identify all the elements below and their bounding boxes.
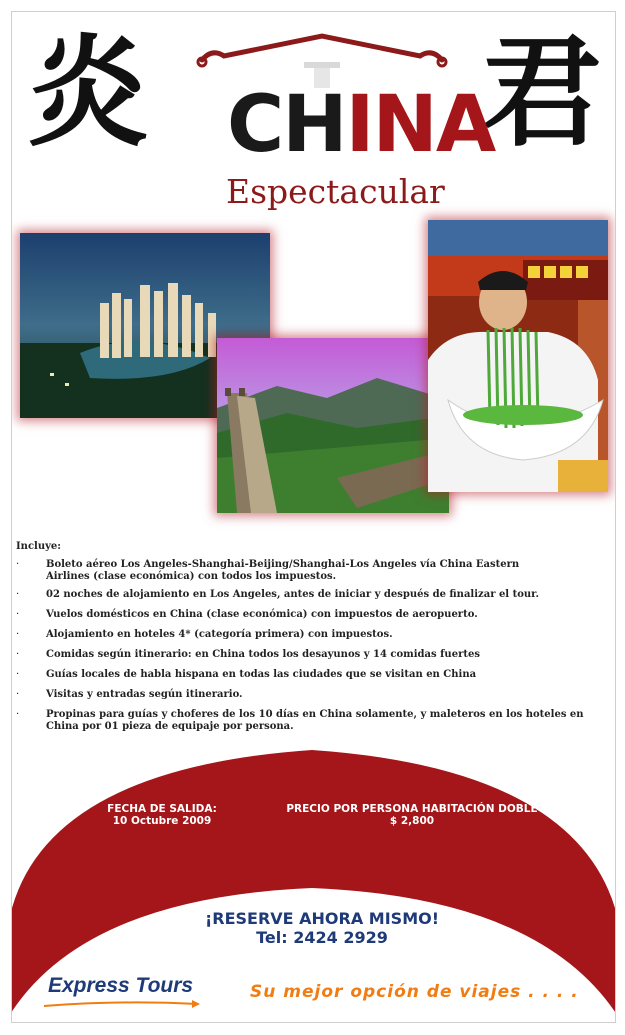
include-item-hotels: Alojamiento en hoteles 4* (categoría primera) con impuestos. (46, 629, 393, 640)
price-label: PRECIO POR PERSONA HABITACIÓN DOBLE (286, 803, 538, 815)
reserve-heading: ¡RESERVE AHORA MISMO! (204, 909, 440, 928)
title-china (227, 80, 494, 170)
chef-noodles-photo (428, 220, 608, 492)
phone-number: Tel: 2424 2929 (256, 928, 388, 947)
price-block (267, 803, 557, 827)
include-item-lodging-la: 02 noches de alojamiento en Los Angeles, antes de iniciar y después de finalizar el tour. (46, 589, 539, 600)
flyer: 炎 君 CHINA Espectacular Incluye: · Boleto aéreo Los Angeles-Shanghai-Beijing/Shanghai-Los Angeles vía China Eastern Airlines (clase económica) con todos los impuestos. · 02 noches de alojamiento en Los Angeles, antes de iniciar y después de finalizar el tour. · Vuelos domésticos en China (clase económica) con impuestos de aeropuerto. · Alojamiento en hoteles 4* (categoría primera) con impuestos. · Comidas según itinerario: en China todos los desayunos y 14 comidas fuertes · Guías locales de habla hispana en todas las ciudades que se visitan en China · Visitas y entradas según itinerario. · Propinas para guías y choferes de los 10 días en China solamente, y maleteros en los hoteles en China por 01 pieza de equipaje por persona. FECHA DE SALIDA: 10 Octubre 2009 PRECIO POR PERSONA HABITACIÓN DOBLE $ 2,800 ¡RESERVE AHORA MISMO! Tel: 2424 2929 Express Tours Su mejor opción de viajes . . . . (11, 11, 616, 1023)
chinese-character-right: 君 (482, 24, 602, 163)
departure-date: 10 Octubre 2009 (112, 815, 212, 827)
title-black-part: CH (227, 80, 346, 170)
include-item-visits: Visitas y entradas según itinerario. (46, 689, 243, 700)
departure-label: FECHA DE SALIDA: (107, 803, 217, 815)
logo-swoosh-icon (42, 998, 202, 1010)
reserve-cta (162, 909, 482, 947)
include-item-tips: Propinas para guías y choferes de los 10 días en China solamente, y maleteros en los hoteles en China por 01 pieza de equipaje por persona. (46, 709, 584, 732)
great-wall-photo (217, 338, 449, 513)
price-value: $ 2,800 (389, 815, 435, 827)
express-tours-logo: Express Tours (48, 974, 194, 997)
includes-title: Incluye: (16, 541, 61, 552)
chinese-character-left: 炎 (28, 24, 148, 163)
include-item-domestic-flights: Vuelos domésticos en China (clase económica) con impuestos de aeropuerto. (46, 609, 478, 620)
title-red-part: INA (345, 80, 495, 170)
slogan: Su mejor opción de viajes . . . . (250, 982, 579, 1002)
departure-block (92, 803, 232, 827)
include-item-guides: Guías locales de habla hispana en todas las ciudades que se visitan en China (46, 669, 477, 680)
subtitle-espectacular: Espectacular (226, 172, 445, 211)
include-item-meals: Comidas según itinerario: en China todos los desayunos y 14 comidas fuertes (46, 649, 480, 660)
include-item-flight: Boleto aéreo Los Angeles-Shanghai-Beijing/Shanghai-Los Angeles vía China Eastern Airlines (clase económica) con todos los impuestos. (46, 559, 520, 582)
